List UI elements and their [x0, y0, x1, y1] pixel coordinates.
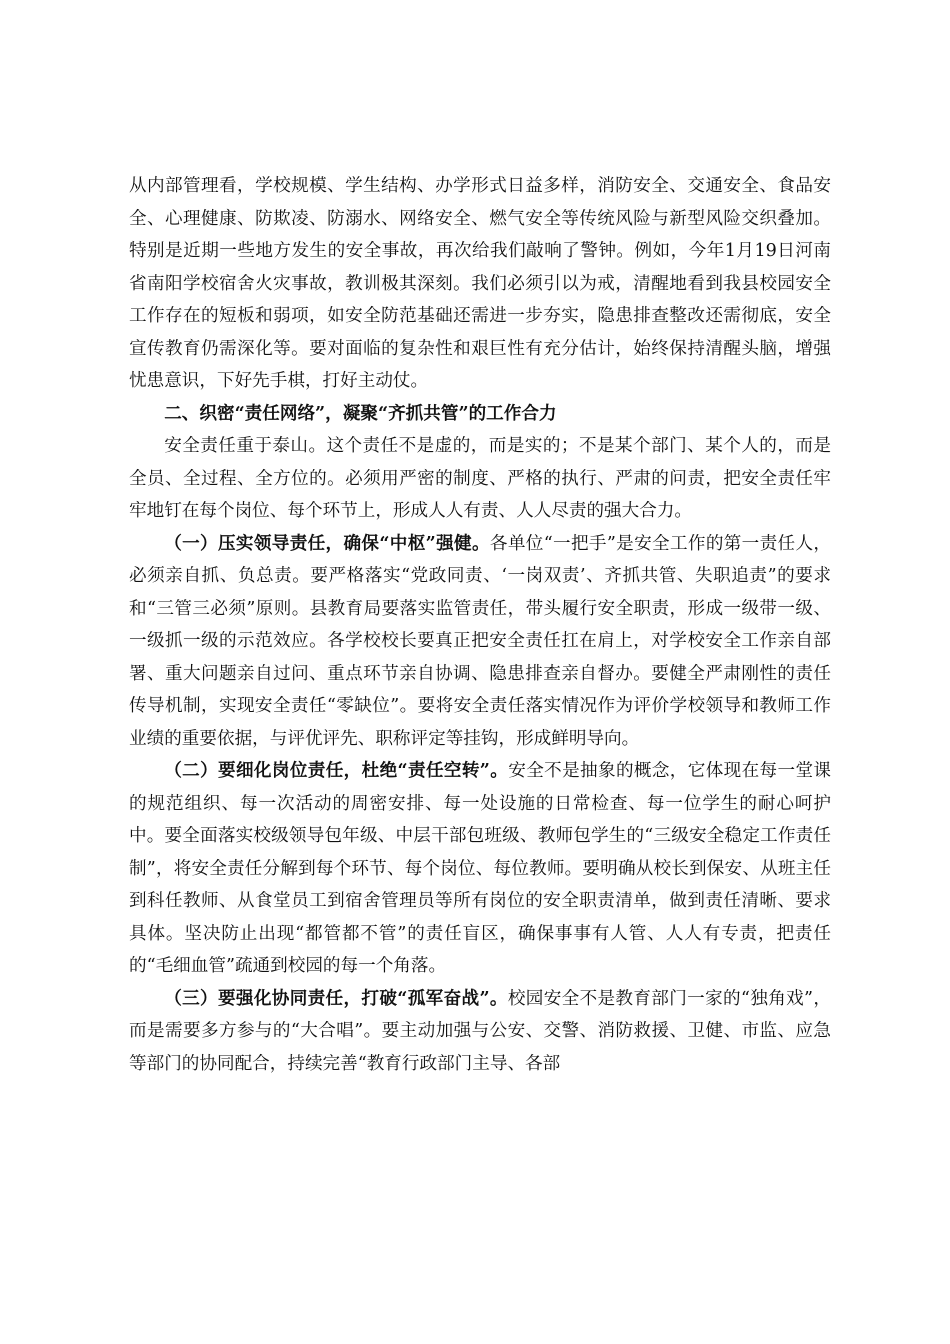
paragraph-lead-1: （一）压实领导责任，确保“中枢”强健。	[164, 532, 490, 554]
paragraph-safety-responsibility: 安全责任重于泰山。这个责任不是虚的，而是实的；不是某个部门、某个人的，而是全员、全过程、全方位的。必须用严密的制度、严格的执行、严肃的问责，把安全责任牢牢地钉在每个岗位、每个环节上，形成人人有责、人人尽责的强大合力。	[129, 436, 831, 521]
paragraph-internal-management: 从内部管理看，学校规模、学生结构、办学形式日益多样，消防安全、交通安全、食品安全、心理健康、防欺凌、防溺水、网络安全、燃气安全等传统风险与新型风险交织叠加。特别是近期一些地方发生的安全事故，再次给我们敲响了警钟。例如，今年1月19日河南省南阳学校宿舍火灾事故，教训极其深刻。我们必须引以为戒，清醒地看到我县校园安全工作存在的短板和弱项，如安全防范基础还需进一步夯实，隐患排查整改还需彻底，安全宣传教育仍需深化等。要对面临的复杂性和艰巨性有充分估计，始终保持清醒头脑，增强忧患意识，下好先手棋，打好主动仗。	[129, 176, 831, 391]
paragraph-lead-3: （三）要强化协同责任，打破“孤军奋战”。	[164, 987, 508, 1009]
paragraph-lead-2: （二）要细化岗位责任，杜绝“责任空转”。	[164, 760, 509, 781]
document-page	[129, 170, 831, 1080]
paragraph-post-responsibility	[129, 755, 831, 983]
paragraph-leadership-responsibility	[129, 528, 831, 756]
paragraph-coordination-responsibility	[129, 983, 831, 1081]
paragraph-body-2: 安全不是抽象的概念，它体现在每一堂课的规范组织、每一次活动的周密安排、每一处设施的日常检查、每一位学生的耐心呵护中。要全面落实校级领导包年级、中层干部包班级、教师包学生的“三级安全稳定工作责任制”，将安全责任分解到每个环节、每个岗位、每位教师。要明确从校长到保安、从班主任到科任教师、从食堂员工到宿舍管理员等所有岗位的安全职责清单，做到责任清晰、要求具体。坚决防止出现“都管都不管”的责任盲区，确保事事有人管、人人有专责，把责任的“毛细血管”疏通到校园的每一个角落。	[129, 761, 831, 976]
paragraph-body-1: 各单位“一把手”是安全工作的第一责任人，必须亲自抓、负总责。要严格落实“党政同责、‘一岗双责’、齐抓共管、失职追责”的要求和“三管三必须”原则。县教育局要落实监管责任，带头履行安全职责，形成一级带一级、一级抓一级的示范效应。各学校校长要真正把安全责任扛在肩上，对学校安全工作亲自部署、重大问题亲自过问、重点环节亲自协调、隐患排查亲自督办。要健全严肃刚性的责任传导机制，实现安全责任“零缺位”。要将安全责任落实情况作为评价学校领导和教师工作业绩的重要依据，与评优评先、职称评定等挂钩，形成鲜明导向。	[129, 533, 831, 749]
section-heading-2: 二、织密“责任网络”，凝聚“齐抓共管”的工作合力	[164, 402, 557, 424]
paragraph-body-3: 校园安全不是教育部门一家的“独角戏”，而是需要多方参与的“大合唱”。要主动加强与公安、交警、消防救援、卫健、市监、应急等部门的协同配合，持续完善“教育行政部门主导、各部	[129, 988, 831, 1074]
